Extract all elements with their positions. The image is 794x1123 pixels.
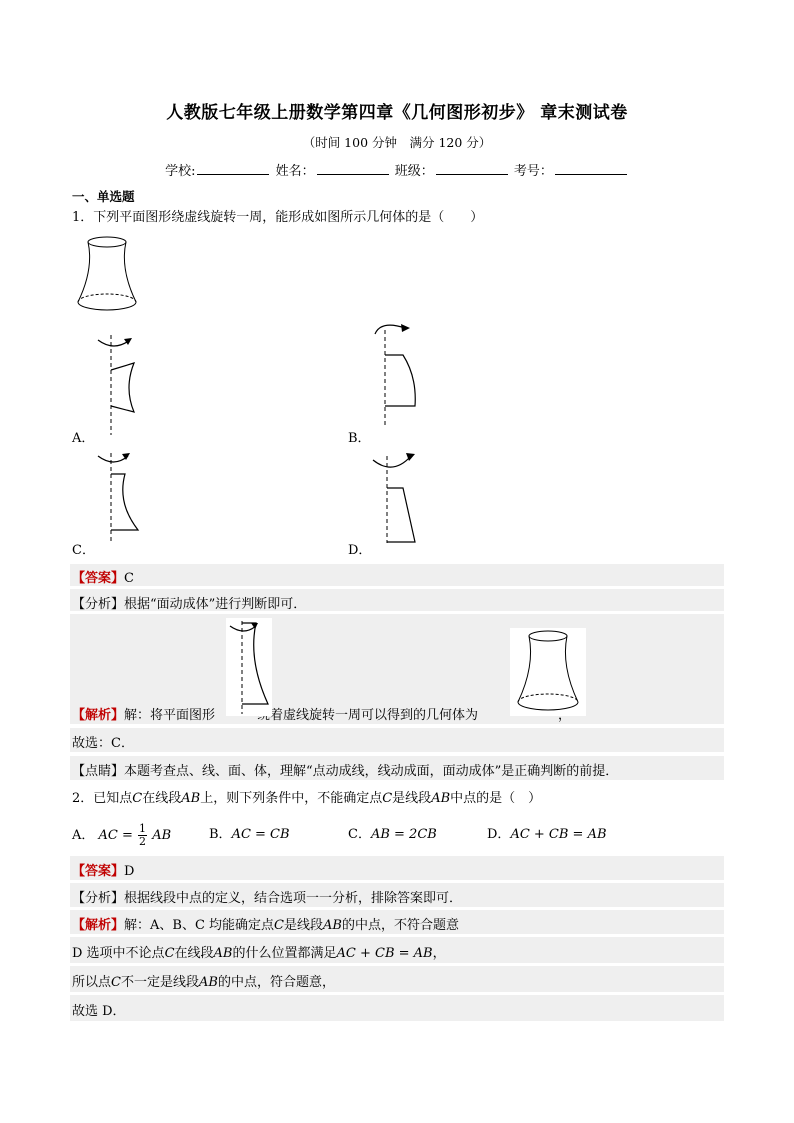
- point-tag: 【点睛】: [72, 764, 125, 779]
- solution-mid: 绕着虚线旋转一周可以得到的几何体为: [257, 708, 479, 723]
- equation: AC + CB = AB: [336, 946, 433, 961]
- q2-stem-pre: 2．已知点: [72, 791, 133, 806]
- q2-option-d-text: AC + CB = AB: [510, 827, 607, 842]
- option-c-label[interactable]: C．: [72, 543, 95, 558]
- choose-block-q1: [70, 728, 724, 752]
- exam-info: （时间 100 分钟 满分 120 分）: [302, 135, 492, 150]
- q2-point-c: C: [382, 791, 393, 806]
- option-a-label[interactable]: A．: [72, 431, 95, 446]
- q2-option-d-label: D．: [487, 827, 511, 842]
- solution-line1-q2: [70, 910, 724, 934]
- solution-pre: 解：将平面图形: [124, 708, 216, 723]
- solution-line3-q2: [70, 966, 724, 992]
- solution-l3-pre: 所以点: [72, 975, 112, 990]
- point-c: C: [164, 946, 175, 961]
- solution-l3-mid: 不一定是线段: [120, 975, 199, 990]
- answer-block-q1: [70, 564, 724, 586]
- page-title: 人教版七年级上册数学第四章《几何图形初步》 章末测试卷: [166, 103, 628, 123]
- q2-option-a-lhs: AC =: [98, 828, 133, 843]
- question-2-stem: [72, 787, 541, 806]
- name-label: 姓名：: [275, 164, 315, 179]
- solution-tag: 【解析】: [72, 918, 125, 933]
- solution-l1-pre: 解：A、B、C 均能确定点: [124, 918, 275, 933]
- analysis-block-q1: [70, 589, 724, 611]
- answer-tag: 【答案】: [72, 571, 125, 586]
- segment-ab: AB: [213, 946, 233, 961]
- choose-block-q2: [70, 995, 724, 1021]
- fraction-denominator: 2: [139, 835, 147, 848]
- q2-option-c-label: C．: [348, 827, 371, 842]
- point-c: C: [111, 975, 121, 990]
- answer-tag: 【答案】: [72, 864, 125, 879]
- solution-tag: 【解析】: [72, 708, 125, 723]
- q2-stem-mid2: 上，则下列条件中，不能确定点: [200, 791, 383, 806]
- number-label: 考号：: [513, 164, 553, 179]
- option-d-label[interactable]: D．: [348, 543, 372, 558]
- q2-stem-mid3: 是线段: [392, 791, 432, 806]
- school-label: 学校:: [165, 164, 196, 179]
- solution-l2-mid: 在线段: [174, 946, 214, 961]
- analysis-tag: 【分析】: [72, 597, 125, 612]
- q2-stem-end: 中点的是（ ）: [450, 791, 542, 806]
- solution-block-q1: [70, 614, 724, 724]
- solution-l2-mid2: 的什么位置都满足: [232, 946, 337, 961]
- answer-value: C: [124, 571, 134, 586]
- analysis-block-q2: [70, 883, 724, 907]
- q2-option-b-text: AC = CB: [231, 827, 290, 842]
- solution-line2-q2: [70, 937, 724, 963]
- q2-segment-ab: AB: [431, 791, 451, 806]
- q2-point-c: C: [132, 791, 143, 806]
- analysis-text: 根据线段中点的定义，结合选项一一分析，排除答案即可．: [124, 891, 463, 906]
- option-b-label[interactable]: B．: [348, 431, 371, 446]
- point-c: C: [274, 918, 284, 933]
- choose-text: 故选：C．: [72, 736, 134, 751]
- q2-option-b[interactable]: [209, 823, 290, 842]
- q2-option-a-rhs: AB: [152, 828, 172, 843]
- option-a-figure: [90, 330, 150, 440]
- solid-figure: [72, 234, 152, 314]
- segment-ab: AB: [198, 975, 218, 990]
- q2-stem-mid1: 在线段: [142, 791, 182, 806]
- q2-option-b-label: B．: [209, 827, 232, 842]
- question-1-stem: 1．下列平面图形绕虚线旋转一周，能形成如图所示几何体的是（ ）: [72, 210, 484, 225]
- segment-ab: AB: [323, 918, 342, 933]
- option-b-figure: [365, 322, 425, 432]
- class-field[interactable]: [436, 162, 508, 175]
- q2-option-d[interactable]: [487, 823, 607, 842]
- solution-l1-mid: 是线段: [284, 918, 324, 933]
- q2-option-c-text: AB = 2CB: [370, 827, 437, 842]
- option-c-figure: [90, 448, 150, 548]
- fraction-numerator: 1: [139, 822, 147, 835]
- q2-option-a-label: A．: [72, 828, 95, 843]
- solution-end: ，: [558, 708, 572, 723]
- q2-option-c[interactable]: [348, 823, 437, 842]
- class-label: 班级：: [394, 164, 434, 179]
- answer-block-q2: [70, 856, 724, 880]
- q2-segment-ab: AB: [181, 791, 201, 806]
- number-field[interactable]: [555, 162, 627, 175]
- point-text: 本题考查点、线、面、体，理解“点动成线，线动成面，面动成体”是正确判断的前提．: [124, 764, 619, 779]
- question-2-options: [72, 816, 732, 848]
- answer-value: D: [124, 864, 135, 879]
- q2-option-a[interactable]: [72, 823, 171, 848]
- solution-l1-end: 的中点，不符合题意: [341, 918, 459, 933]
- school-field[interactable]: [197, 162, 269, 175]
- choose-text: 故选 D．: [72, 1004, 126, 1019]
- analysis-text: 根据“面动成体”进行判断即可．: [124, 597, 307, 612]
- solution-plane-figure: [226, 618, 272, 716]
- section-title: 一、单选题: [72, 189, 135, 204]
- solution-solid-figure: [510, 628, 586, 716]
- name-field[interactable]: [317, 162, 389, 175]
- student-info-line: [0, 160, 794, 179]
- solution-l3-end: 的中点，符合题意，: [217, 975, 335, 990]
- solution-l2-pre: D 选项中不论点: [72, 946, 165, 961]
- fraction: [138, 823, 147, 848]
- option-d-figure: [365, 448, 425, 548]
- point-block-q1: [70, 756, 724, 780]
- solution-l2-end: ，: [432, 946, 446, 961]
- analysis-tag: 【分析】: [72, 891, 125, 906]
